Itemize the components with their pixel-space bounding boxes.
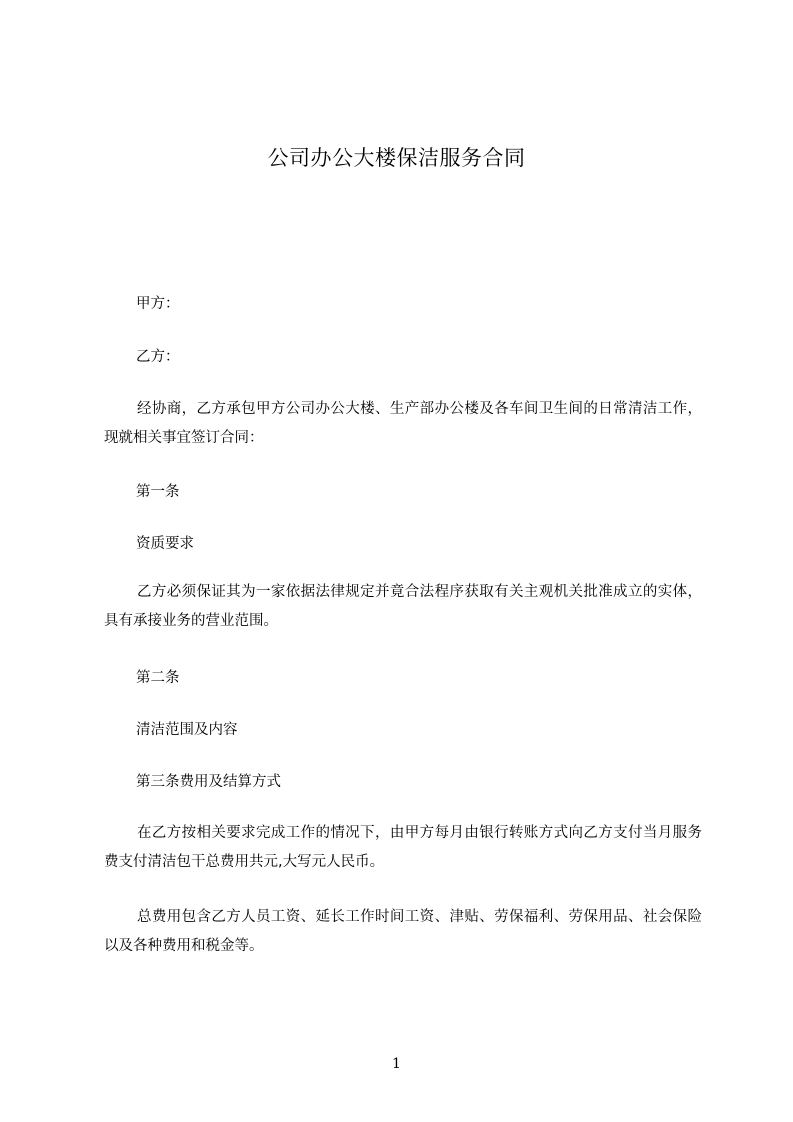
article-3-heading: 第三条费用及结算方式 [136, 774, 281, 790]
page-number: 1 [392, 1056, 401, 1072]
document-title: 公司办公大楼保洁服务合同 [267, 146, 526, 170]
article-3-body-1: 在乙方按相关要求完成工作的情况下，由甲方每月由银行转账方式向乙方支付当月服务费支付清洁包干总费用共元,大写元人民币。 [104, 825, 702, 870]
article-1-body: 乙方必须保证其为一家依据法律规定并竟合法程序获取有关主观机关批准成立的实体，具有承接业务的营业范围。 [104, 584, 702, 629]
intro-paragraph: 经协商，乙方承包甲方公司办公大楼、生产部办公楼及各车间卫生间的日常清洁工作，现就相关事宜签订合同： [104, 401, 702, 446]
article-2-heading: 第二条 [136, 670, 180, 686]
party-a-label: 甲方： [136, 296, 180, 312]
article-3-body-2: 总费用包含乙方人员工资、延长工作时间工资、津贴、劳保福利、劳保用品、社会保险以及各种费用和税金等。 [104, 909, 702, 954]
party-b-label: 乙方： [136, 349, 180, 365]
article-1-heading: 第一条 [136, 484, 180, 500]
article-1-title: 资质要求 [136, 536, 194, 552]
article-2-title: 清洁范围及内容 [136, 722, 238, 738]
